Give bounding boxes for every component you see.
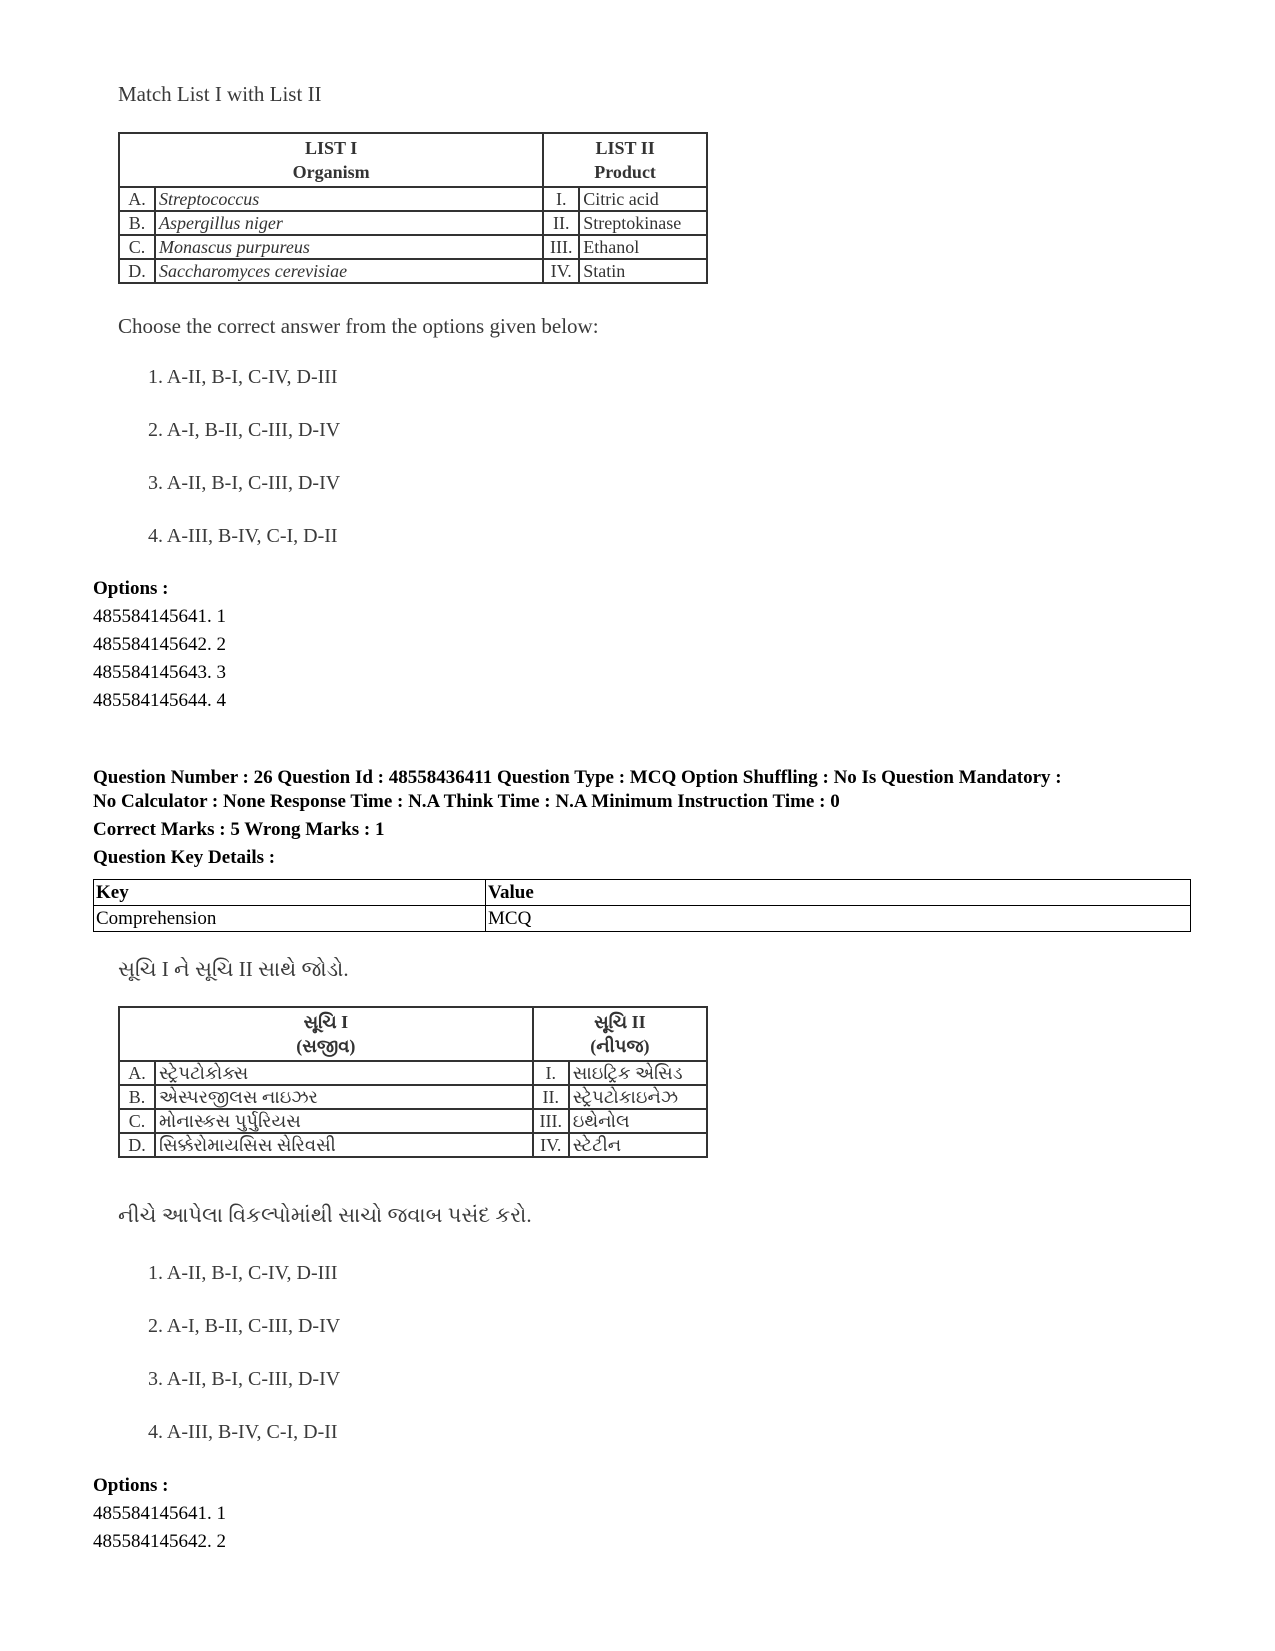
- q26-choice-2: 2. A-I, B-II, C-III, D-IV: [148, 1315, 341, 1337]
- row-roman: II.: [533, 1085, 569, 1109]
- q26-choice-1: 1. A-II, B-I, C-IV, D-III: [148, 1262, 338, 1284]
- product-cell: Citric acid: [579, 187, 707, 211]
- table-header-row: [94, 880, 1191, 906]
- q25-choice-2: 2. A-I, B-II, C-III, D-IV: [148, 419, 341, 441]
- list2-title: LIST II: [595, 138, 655, 158]
- table-row: [119, 1109, 707, 1133]
- row-letter: A.: [119, 1061, 155, 1085]
- q26-match-table: [118, 1006, 708, 1158]
- table-row: [119, 187, 707, 211]
- q25-option-4: 485584145644. 4: [93, 690, 226, 711]
- list1-subtitle: Organism: [292, 162, 370, 182]
- list2-title: સૂચિ II: [594, 1012, 646, 1032]
- q25-choice-4: 4. A-III, B-IV, C-I, D-II: [148, 525, 338, 547]
- q26-marks: Correct Marks : 5 Wrong Marks : 1: [93, 819, 385, 840]
- q26-options-label: Options :: [93, 1475, 169, 1496]
- organism-cell: સિક્કેરોમાયસિસ સેરિવસી: [155, 1133, 533, 1157]
- key-cell: Comprehension: [94, 906, 486, 932]
- q25-options-label: Options :: [93, 578, 169, 599]
- q25-option-3: 485584145643. 3: [93, 662, 226, 683]
- q25-option-1: 485584145641. 1: [93, 606, 226, 627]
- q26-instruction: સૂચિ I ને સૂચિ II સાથે જોડો.: [118, 957, 349, 981]
- row-letter: B.: [119, 1085, 155, 1109]
- list2-header: [533, 1007, 707, 1061]
- value-header: Value: [486, 880, 1191, 906]
- table-row: [119, 211, 707, 235]
- product-cell: Streptokinase: [579, 211, 707, 235]
- table-row: [119, 1061, 707, 1085]
- key-header: Key: [94, 880, 486, 906]
- list2-header: [543, 133, 707, 187]
- q26-meta-line2: No Calculator : None Response Time : N.A Think Time : N.A Minimum Instruction Time : 0: [93, 791, 840, 812]
- product-cell: સ્ટ્રેપટોકાઇનેઝ: [569, 1085, 707, 1109]
- row-letter: C.: [119, 1109, 155, 1133]
- list1-header: [119, 133, 543, 187]
- table-row: [119, 235, 707, 259]
- organism-cell: Streptococcus: [155, 187, 543, 211]
- list1-title: LIST I: [305, 138, 358, 158]
- table-row: [94, 906, 1191, 932]
- table-row: [119, 1085, 707, 1109]
- q26-option-2: 485584145642. 2: [93, 1531, 226, 1552]
- q26-key-details-label: Question Key Details :: [93, 847, 276, 868]
- organism-cell: મોનાસ્કસ પુર્પુરિયસ: [155, 1109, 533, 1133]
- product-cell: Statin: [579, 259, 707, 283]
- list2-subtitle: Product: [594, 162, 656, 182]
- table-header-row: [119, 133, 707, 187]
- row-roman: II.: [543, 211, 579, 235]
- product-cell: Ethanol: [579, 235, 707, 259]
- q26-meta-line1: Question Number : 26 Question Id : 48558436411 Question Type : MCQ Option Shuffling : No Is Question Mandatory :: [93, 767, 1062, 788]
- product-cell: સ્ટેટીન: [569, 1133, 707, 1157]
- row-letter: D.: [119, 1133, 155, 1157]
- q25-prompt: Choose the correct answer from the options given below:: [118, 314, 599, 338]
- q25-instruction: Match List I with List II: [118, 82, 322, 106]
- row-roman: I.: [543, 187, 579, 211]
- q26-prompt: નીચે આપેલા વિકલ્પોમાંથી સાચો જવાબ પસંદ કરો.: [118, 1203, 532, 1227]
- q25-choice-3: 3. A-II, B-I, C-III, D-IV: [148, 472, 341, 494]
- organism-cell: સ્ટ્રેપટોકોક્સ: [155, 1061, 533, 1085]
- row-roman: IV.: [543, 259, 579, 283]
- row-roman: III.: [543, 235, 579, 259]
- table-row: [119, 259, 707, 283]
- row-roman: IV.: [533, 1133, 569, 1157]
- question-key-table: [93, 879, 1191, 932]
- list2-subtitle: (નીપજ): [590, 1036, 650, 1056]
- row-letter: B.: [119, 211, 155, 235]
- q26-option-1: 485584145641. 1: [93, 1503, 226, 1524]
- list1-title: સૂચિ I: [303, 1012, 349, 1032]
- list1-header: [119, 1007, 533, 1061]
- q26-choice-4: 4. A-III, B-IV, C-I, D-II: [148, 1421, 338, 1443]
- organism-cell: Aspergillus niger: [155, 211, 543, 235]
- organism-cell: Monascus purpureus: [155, 235, 543, 259]
- organism-cell: એસ્પરજીલસ નાઇઝર: [155, 1085, 533, 1109]
- table-row: [119, 1133, 707, 1157]
- product-cell: સાઇટ્રિક એસિડ: [569, 1061, 707, 1085]
- q25-match-table: [118, 132, 708, 284]
- list1-subtitle: (સજીવ): [296, 1036, 356, 1056]
- row-letter: A.: [119, 187, 155, 211]
- row-roman: III.: [533, 1109, 569, 1133]
- organism-cell: Saccharomyces cerevisiae: [155, 259, 543, 283]
- q25-option-2: 485584145642. 2: [93, 634, 226, 655]
- q26-choice-3: 3. A-II, B-I, C-III, D-IV: [148, 1368, 341, 1390]
- row-letter: D.: [119, 259, 155, 283]
- row-roman: I.: [533, 1061, 569, 1085]
- value-cell: MCQ: [486, 906, 1191, 932]
- product-cell: ઇથેનોલ: [569, 1109, 707, 1133]
- q25-choice-1: 1. A-II, B-I, C-IV, D-III: [148, 366, 338, 388]
- table-header-row: [119, 1007, 707, 1061]
- row-letter: C.: [119, 235, 155, 259]
